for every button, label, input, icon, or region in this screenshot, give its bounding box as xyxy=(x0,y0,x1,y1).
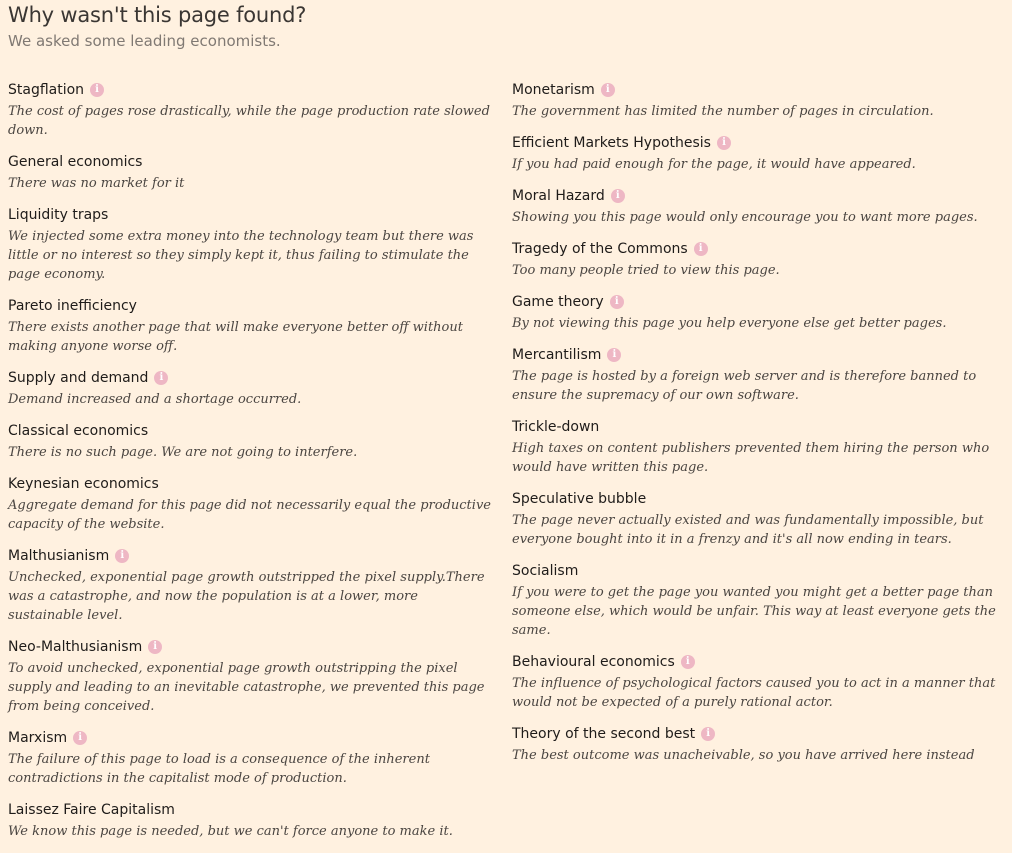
term-heading xyxy=(512,652,1000,672)
term-label: Neo-Malthusianism xyxy=(8,639,143,655)
info-icon[interactable]: i xyxy=(610,295,624,309)
term-description: By not viewing this page you help everyone else get better pages. xyxy=(512,316,947,331)
term-heading xyxy=(8,152,496,172)
term-heading xyxy=(8,80,496,100)
term-description: There is no such page. We are not going to interfere. xyxy=(8,445,358,460)
list-item-socialism xyxy=(512,561,1000,640)
term-label: Supply and demand xyxy=(8,370,149,386)
term-description: We know this page is needed, but we can't force anyone to make it. xyxy=(8,824,453,839)
list-item-efficient-markets-hypothesis xyxy=(512,133,1000,174)
term-description: There exists another page that will make everyone better off without making anyone worse off. xyxy=(8,320,463,354)
term-label: Trickle-down xyxy=(512,419,600,435)
list-item-liquidity-traps xyxy=(8,205,496,284)
term-description: The best outcome was unacheivable, so you have arrived here instead xyxy=(512,748,975,763)
list-item-pareto-inefficiency xyxy=(8,296,496,356)
term-label: Socialism xyxy=(512,563,579,579)
list-item-speculative-bubble xyxy=(512,489,1000,549)
term-description: If you had paid enough for the page, it would have appeared. xyxy=(512,157,916,172)
term-description: There was no market for it xyxy=(8,176,185,191)
term-description: To avoid unchecked, exponential page growth outstripping the pixel supply and leading to an inevitable catastrophe, we prevented this page from being conceived. xyxy=(8,661,485,714)
term-description: Aggregate demand for this page did not necessarily equal the productive capacity of the website. xyxy=(8,498,491,532)
term-label: Moral Hazard xyxy=(512,188,605,204)
term-heading xyxy=(512,345,1000,365)
term-heading xyxy=(8,637,496,657)
term-label: Efficient Markets Hypothesis xyxy=(512,135,711,151)
term-description: The page is hosted by a foreign web server and is therefore banned to ensure the supremacy of our own software. xyxy=(512,369,977,403)
term-label: Monetarism xyxy=(512,82,595,98)
term-heading xyxy=(8,296,496,316)
term-heading xyxy=(8,474,496,494)
page-subtitle: We asked some leading economists. xyxy=(8,32,281,50)
info-icon[interactable]: i xyxy=(115,549,129,563)
list-item-monetarism xyxy=(512,80,1000,121)
term-label: Behavioural economics xyxy=(512,654,675,670)
term-label: Keynesian economics xyxy=(8,476,159,492)
info-icon[interactable]: i xyxy=(90,83,104,97)
info-icon[interactable]: i xyxy=(717,136,731,150)
term-description: We injected some extra money into the technology team but there was little or no interest so they simply kept it, thus failing to stimulate the page economy. xyxy=(8,229,474,282)
info-icon[interactable]: i xyxy=(154,371,168,385)
list-item-classical-economics xyxy=(8,421,496,462)
term-label: Pareto inefficiency xyxy=(8,298,137,314)
term-label: Liquidity traps xyxy=(8,207,109,223)
term-label: General economics xyxy=(8,154,143,170)
term-description: Too many people tried to view this page. xyxy=(512,263,780,278)
term-heading xyxy=(512,724,1000,744)
info-icon[interactable]: i xyxy=(701,727,715,741)
term-heading xyxy=(512,417,1000,437)
list-item-trickle-down xyxy=(512,417,1000,477)
term-description: High taxes on content publishers prevented them hiring the person who would have written this page. xyxy=(512,441,990,475)
term-label: Marxism xyxy=(8,730,68,746)
info-icon[interactable]: i xyxy=(601,83,615,97)
term-label: Speculative bubble xyxy=(512,491,647,507)
term-label: Mercantilism xyxy=(512,347,602,363)
term-description: The cost of pages rose drastically, while the page production rate slowed down. xyxy=(8,104,490,138)
term-heading xyxy=(8,421,496,441)
term-description: The government has limited the number of pages in circulation. xyxy=(512,104,934,119)
list-item-mercantilism xyxy=(512,345,1000,405)
list-item-marxism xyxy=(8,728,496,788)
list-item-game-theory xyxy=(512,292,1000,333)
left-column xyxy=(8,80,496,853)
info-icon[interactable]: i xyxy=(607,348,621,362)
term-heading xyxy=(8,728,496,748)
list-item-supply-and-demand xyxy=(8,368,496,409)
term-label: Theory of the second best xyxy=(512,726,696,742)
term-heading xyxy=(512,133,1000,153)
term-label: Laissez Faire Capitalism xyxy=(8,802,175,818)
term-label: Malthusianism xyxy=(8,548,110,564)
list-item-neo-malthusianism xyxy=(8,637,496,716)
list-item-stagflation xyxy=(8,80,496,140)
term-label: Stagflation xyxy=(8,82,85,98)
term-heading xyxy=(512,186,1000,206)
term-heading xyxy=(512,239,1000,259)
term-label: Classical economics xyxy=(8,423,149,439)
info-icon[interactable]: i xyxy=(681,655,695,669)
term-description: The influence of psychological factors caused you to act in a manner that would not be expected of a purely rational actor. xyxy=(512,676,996,710)
page-title: Why wasn't this page found? xyxy=(8,3,307,27)
term-heading xyxy=(512,561,1000,581)
term-label: Game theory xyxy=(512,294,604,310)
term-description: If you were to get the page you wanted you might get a better page than someone else, which would be unfair. This way at least everyone gets the same. xyxy=(512,585,996,638)
list-item-moral-hazard xyxy=(512,186,1000,227)
economics-list xyxy=(8,80,1004,853)
term-description: Unchecked, exponential page growth outstripped the pixel supply.There was a catastrophe, and now the population is at a lower, more sustainable level. xyxy=(8,570,485,623)
term-heading xyxy=(8,546,496,566)
right-column xyxy=(512,80,1000,853)
list-item-general-economics xyxy=(8,152,496,193)
list-item-behavioural-economics xyxy=(512,652,1000,712)
info-icon[interactable]: i xyxy=(611,189,625,203)
term-description: The page never actually existed and was fundamentally impossible, but everyone bought into it in a frenzy and it's all now ending in tears. xyxy=(512,513,984,547)
term-heading xyxy=(512,489,1000,509)
term-heading xyxy=(8,368,496,388)
info-icon[interactable]: i xyxy=(694,242,708,256)
term-description: Showing you this page would only encourage you to want more pages. xyxy=(512,210,978,225)
list-item-theory-of-the-second-best xyxy=(512,724,1000,765)
list-item-malthusianism xyxy=(8,546,496,625)
term-heading xyxy=(512,292,1000,312)
list-item-laissez-faire-capitalism xyxy=(8,800,496,841)
term-heading xyxy=(8,205,496,225)
term-description: The failure of this page to load is a consequence of the inherent contradictions in the capitalist mode of production. xyxy=(8,752,430,786)
term-heading xyxy=(8,800,496,820)
term-heading xyxy=(512,80,1000,100)
term-label: Tragedy of the Commons xyxy=(512,241,688,257)
info-icon[interactable]: i xyxy=(148,640,162,654)
term-description: Demand increased and a shortage occurred. xyxy=(8,392,302,407)
page xyxy=(0,2,1012,51)
info-icon[interactable]: i xyxy=(73,731,87,745)
list-item-keynesian-economics xyxy=(8,474,496,534)
list-item-tragedy-of-the-commons xyxy=(512,239,1000,280)
